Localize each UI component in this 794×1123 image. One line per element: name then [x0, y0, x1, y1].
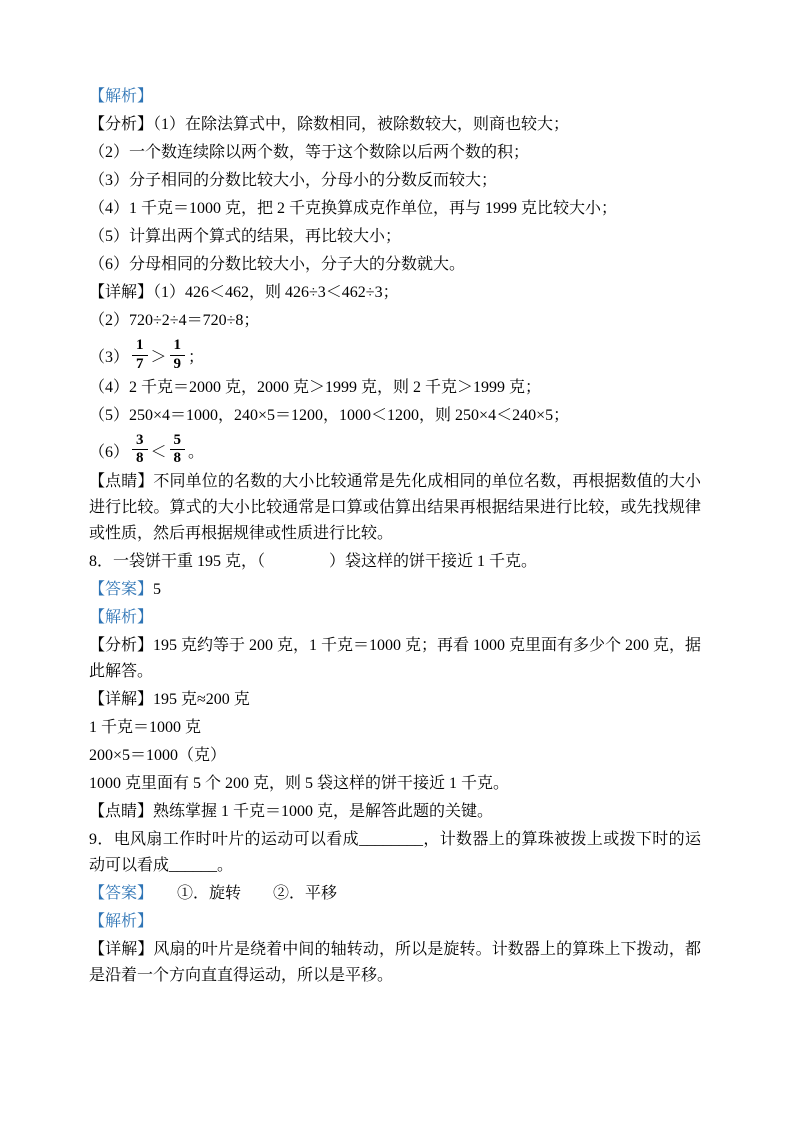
text-run: （4）1 千克＝1000 克，把 2 千克换算成克作单位，再与 1999 克比较大小；	[89, 200, 618, 217]
text-run: 【分析】195 克约等于 200 克，1 千克＝1000 克；再看 1000 克里面有多少个 200 克，据此解答。	[89, 637, 702, 680]
text-run: ；	[188, 348, 205, 366]
fraction-numerator: 1	[170, 338, 186, 356]
text-run: 5	[153, 581, 162, 598]
text-run: 【详解】风扇的叶片是绕着中间的轴转动，所以是旋转。计数器上的算珠上下拨动，都是沿着一个方向直直得运动，所以是平移。	[89, 941, 701, 984]
paragraph	[89, 881, 701, 907]
fraction-denominator: 9	[173, 355, 182, 372]
paragraph	[89, 336, 701, 373]
fraction	[132, 433, 148, 468]
text-run: （3）	[89, 348, 130, 366]
text-run: 1 千克＝1000 克	[89, 719, 202, 736]
paragraph	[89, 687, 701, 713]
text-run: ＞	[150, 348, 167, 366]
paragraph	[89, 633, 701, 685]
fraction-denominator: 8	[173, 450, 182, 467]
fraction	[170, 338, 186, 373]
document-body	[89, 84, 701, 991]
paragraph	[89, 252, 701, 278]
text-run: 1000 克里面有 5 个 200 克，则 5 袋这样的饼干接近 1 千克。	[89, 775, 510, 792]
fraction-numerator: 3	[132, 433, 148, 451]
text-run: 【点睛】熟练掌握 1 千克＝1000 克，是解答此题的关键。	[89, 803, 494, 820]
paragraph	[89, 431, 701, 468]
paragraph	[89, 771, 701, 797]
paragraph	[89, 937, 701, 989]
question-8: 8．一袋饼干重 195 克，（ ）袋这样的饼干接近 1 千克。	[89, 553, 538, 570]
section-label-jiexi: 【解析】	[89, 913, 154, 930]
paragraph	[89, 112, 701, 138]
fraction	[170, 433, 186, 468]
text-run: （2）720÷2÷4＝720÷8；	[89, 312, 260, 329]
text-run: （2）一个数连续除以两个数，等于这个数除以后两个数的积；	[89, 144, 530, 161]
text-run: （5）计算出两个算式的结果，再比较大小；	[89, 228, 402, 245]
text-run: （6）	[89, 443, 130, 461]
paragraph	[89, 549, 701, 575]
paragraph	[89, 308, 701, 334]
paragraph	[89, 469, 701, 547]
fraction-denominator: 8	[136, 450, 144, 467]
question-9: 9．电风扇工作时叶片的运动可以看成________，计数器上的算珠被拨上或拨下时的运动可以看成______。	[89, 831, 701, 874]
paragraph	[89, 909, 701, 935]
answer-label: 【答案】	[89, 581, 154, 598]
paragraph	[89, 196, 701, 222]
paragraph	[89, 168, 701, 194]
paragraph	[89, 84, 701, 110]
text-run: ＜	[150, 443, 167, 461]
paragraph	[89, 799, 701, 825]
text-run: 【详解】195 克≈200 克	[89, 691, 250, 708]
paragraph	[89, 577, 701, 603]
paragraph	[89, 605, 701, 631]
answer-label: 【答案】	[89, 885, 146, 902]
text-run: 200×5＝1000（克）	[89, 747, 227, 764]
fraction-numerator: 5	[170, 433, 186, 451]
fraction-numerator: 1	[132, 338, 148, 356]
paragraph	[89, 280, 701, 306]
paragraph	[89, 224, 701, 250]
paragraph	[89, 715, 701, 741]
text-run: ①．旋转 ②．平移	[145, 885, 338, 902]
fraction-denominator: 7	[136, 355, 144, 372]
section-label-jiexi: 【解析】	[89, 609, 154, 626]
paragraph	[89, 827, 701, 879]
text-run: 【详解】（1）426＜462，则 426÷3＜462÷3；	[89, 284, 399, 301]
paragraph	[89, 140, 701, 166]
text-run: （6）分母相同的分数比较大小，分子大的分数就大。	[89, 256, 466, 273]
paragraph	[89, 403, 701, 429]
text-run: （4）2 千克＝2000 克，2000 克＞1999 克，则 2 千克＞1999 克；	[89, 378, 542, 396]
fraction	[132, 338, 148, 373]
paragraph	[89, 743, 701, 769]
text-run: 。	[188, 443, 205, 461]
paragraph	[89, 375, 701, 401]
text-run: 【分析】（1）在除法算式中，除数相同，被除数较大，则商也较大；	[89, 116, 570, 133]
section-label-jiexi: 【解析】	[89, 88, 154, 105]
text-run: （3）分子相同的分数比较大小，分母小的分数反而较大；	[89, 172, 498, 189]
text-run: 【点睛】不同单位的名数的大小比较通常是先化成相同的单位名数，再根据数值的大小进行比较。算式的大小比较通常是口算或估算出结果再根据结果进行比较，或先找规律或性质，然后再根据规律或性质进行比较。	[89, 473, 701, 542]
text-run: （5）250×4＝1000，240×5＝1200，1000＜1200，则 250×4＜240×5；	[89, 406, 570, 424]
